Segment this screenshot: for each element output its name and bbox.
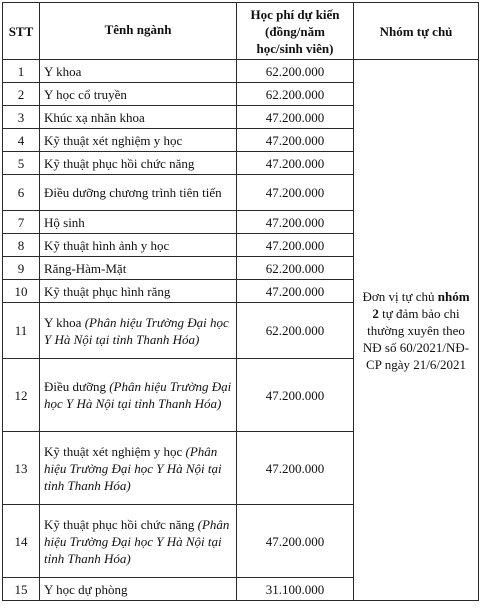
- row-stt: 12: [3, 359, 40, 432]
- row-fee: 62.200.000: [237, 303, 354, 359]
- row-name-cell: [40, 106, 237, 129]
- row-name-cell: [40, 129, 237, 152]
- header-fee: Học phí dự kiến (đồng/năm học/sinh viên): [237, 3, 354, 60]
- row-fee: 47.200.000: [237, 211, 354, 234]
- row-stt: 8: [3, 234, 40, 257]
- row-name-cell: [40, 578, 237, 601]
- row-stt: 5: [3, 152, 40, 175]
- row-stt: 14: [3, 505, 40, 578]
- row-name-cell: [40, 175, 237, 211]
- row-fee: 47.200.000: [237, 129, 354, 152]
- row-note: (Phân hiệu Trường Đại học Y Hà Nội tại tỉnh Thanh Hóa): [44, 443, 222, 493]
- row-name-cell: [40, 359, 237, 432]
- row-stt: 9: [3, 257, 40, 280]
- row-fee: 62.200.000: [237, 83, 354, 106]
- header-row: [3, 3, 479, 60]
- tuition-table: [2, 2, 479, 601]
- row-name: Điều dưỡng chương trình tiên tiến: [44, 185, 222, 200]
- row-stt: 4: [3, 129, 40, 152]
- table-row: [3, 60, 479, 83]
- row-name: Điều dưỡng: [44, 379, 110, 394]
- row-name: Răng-Hàm-Mặt: [44, 260, 127, 276]
- row-note: (Phân hiệu Trường Đại học Y Hà Nội tại tỉnh Thanh Hóa): [44, 379, 232, 411]
- group-note-emphasis: nhóm 2: [372, 288, 470, 321]
- row-stt: 2: [3, 83, 40, 106]
- group-note-text: Đơn vị tự chủ: [362, 288, 438, 304]
- row-name-cell: [40, 303, 237, 359]
- row-fee: 47.200.000: [237, 106, 354, 129]
- row-stt: 11: [3, 303, 40, 359]
- row-name-cell: [40, 505, 237, 578]
- row-stt: 15: [3, 578, 40, 601]
- row-name: Kỹ thuật phục hình răng: [44, 283, 171, 299]
- row-stt: 13: [3, 432, 40, 505]
- row-stt: 1: [3, 60, 40, 83]
- row-fee: 47.200.000: [237, 359, 354, 432]
- row-name-cell: [40, 234, 237, 257]
- row-name: Kỹ thuật phục hồi chức năng: [44, 155, 195, 171]
- row-name: Kỹ thuật hình ảnh y học: [44, 237, 170, 253]
- row-name-cell: [40, 280, 237, 303]
- row-fee: 31.100.000: [237, 578, 354, 601]
- row-name: Khúc xạ nhãn khoa: [44, 109, 145, 125]
- row-name: Y học cổ truyền: [44, 86, 127, 102]
- row-stt: 6: [3, 175, 40, 211]
- row-name-cell: [40, 257, 237, 280]
- header-stt: STT: [3, 3, 40, 60]
- group-note-cell: [354, 60, 479, 601]
- row-note: (Phân hiệu Trường Đại học Y Hà Nội tại tỉnh Thanh Hóa): [44, 314, 229, 347]
- row-fee: 47.200.000: [237, 152, 354, 175]
- header-name: Tênh ngành: [40, 3, 237, 60]
- row-stt: 7: [3, 211, 40, 234]
- row-stt: 3: [3, 106, 40, 129]
- row-fee: 47.200.000: [237, 234, 354, 257]
- row-name: Kỹ thuật xét nghiệm y học: [44, 132, 183, 148]
- row-name-cell: [40, 432, 237, 505]
- table-body: [3, 60, 479, 601]
- row-name: Y khoa: [44, 63, 82, 79]
- header-group: Nhóm tự chủ: [354, 3, 479, 60]
- row-fee: 47.200.000: [237, 505, 354, 578]
- row-fee: 47.200.000: [237, 280, 354, 303]
- row-name: Y khoa: [44, 314, 85, 330]
- row-fee: 62.200.000: [237, 257, 354, 280]
- row-name-cell: [40, 60, 237, 83]
- row-fee: 47.200.000: [237, 175, 354, 211]
- row-name-cell: [40, 211, 237, 234]
- row-name-cell: [40, 83, 237, 106]
- row-name: Kỹ thuật xét nghiệm y học: [44, 443, 186, 459]
- row-name-cell: [40, 152, 237, 175]
- row-fee: 47.200.000: [237, 432, 354, 505]
- row-name: Y học dự phòng: [44, 581, 128, 597]
- row-name: Hộ sinh: [44, 214, 85, 230]
- row-stt: 10: [3, 280, 40, 303]
- group-note-text-end: tự đảm bảo chi thường xuyên theo NĐ số 60/2021/NĐ-CP ngày 21/6/2021: [362, 305, 470, 372]
- row-fee: 62.200.000: [237, 60, 354, 83]
- row-name: Kỹ thuật phục hồi chức năng: [44, 516, 198, 532]
- row-note: (Phân hiệu Trường Đại học Y Hà Nội tại tỉnh Thanh Hóa): [44, 516, 230, 566]
